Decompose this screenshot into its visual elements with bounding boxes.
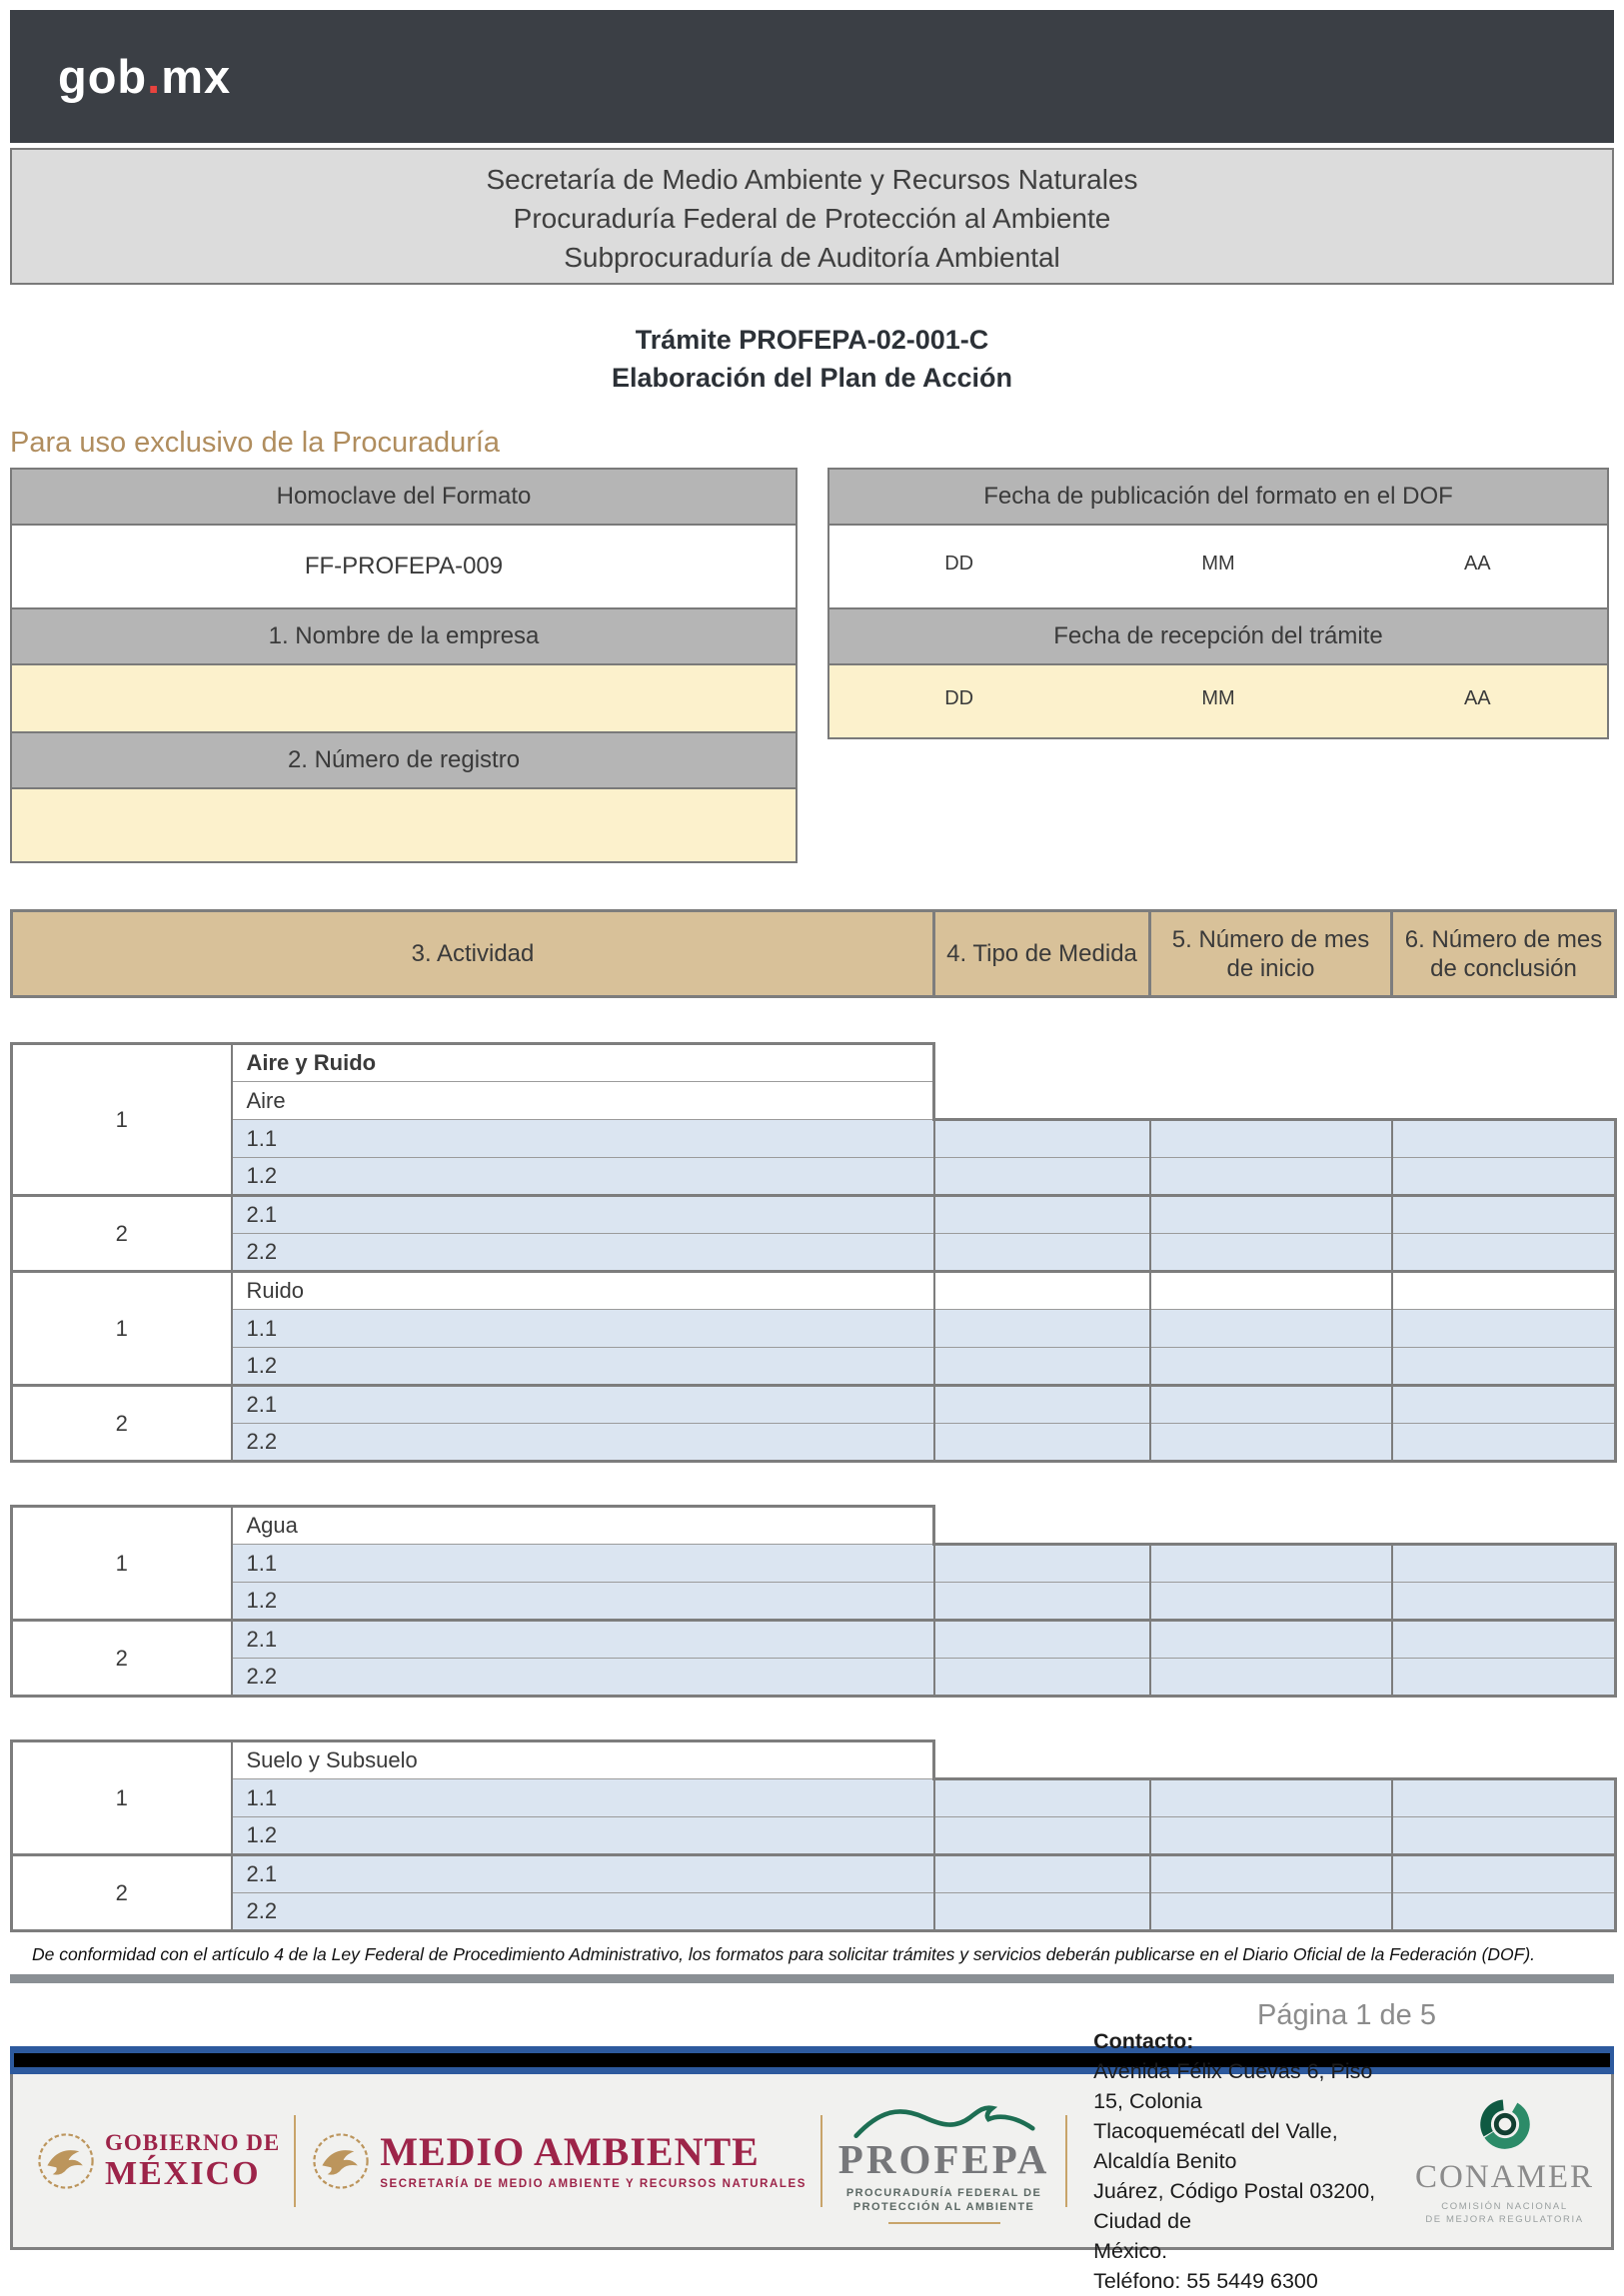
row-group-number: 2 <box>12 1621 232 1697</box>
activity-item-cell: 2.2 <box>232 1893 934 1931</box>
tipo-medida-cell <box>934 1196 1150 1234</box>
row-group-number: 1 <box>12 1272 232 1386</box>
mes-inicio-cell <box>1150 1817 1392 1855</box>
conamer-wordmark: CONAMER <box>1414 2159 1595 2195</box>
date-label-aa: AA <box>1463 552 1491 574</box>
activity-item-cell: 2.2 <box>232 1424 934 1462</box>
empty-region <box>934 1044 1616 1082</box>
tipo-medida-cell <box>934 1424 1150 1462</box>
contact-line: Juárez, Código Postal 03200, Ciudad de <box>1093 2178 1376 2233</box>
tipo-medida-cell <box>934 1659 1150 1697</box>
contact-label: Contacto: <box>1093 2028 1194 2053</box>
activity-item-cell: 1.1 <box>232 1779 934 1817</box>
mes-inicio-cell <box>1150 1310 1392 1348</box>
activity-section-label: Ruido <box>232 1272 934 1310</box>
conamer-subtitle <box>1425 2200 1583 2226</box>
tipo-medida-cell <box>934 1234 1150 1272</box>
footer-divider <box>294 2115 296 2207</box>
gobierno-de-mexico-wordmark <box>105 2131 280 2191</box>
eagle-crest-icon <box>35 2130 97 2192</box>
profepa-subtitle <box>846 2186 1041 2214</box>
gobmx-header-bar <box>10 10 1614 143</box>
mes-conclusion-cell <box>1392 1234 1616 1272</box>
mes-inicio-cell <box>1150 1893 1392 1931</box>
medio-ambiente-subtitle: SECRETARÍA DE MEDIO AMBIENTE Y RECURSOS NATURALES <box>380 2177 808 2190</box>
registro-field <box>11 788 797 862</box>
contact-line: Avenida Félix Cuevas 6, Piso 15, Colonia <box>1093 2058 1373 2113</box>
eagle-crest-icon <box>310 2130 372 2192</box>
mes-inicio-cell <box>1150 1386 1392 1424</box>
tipo-medida-cell <box>934 1158 1150 1196</box>
date-label-mm: MM <box>1201 686 1235 709</box>
mes-inicio-cell <box>1150 1621 1392 1659</box>
contact-line: Tlacoquemécatl del Valle, Alcaldía Benito <box>1093 2118 1338 2173</box>
profepa-logo <box>836 2097 1051 2224</box>
tipo-medida-cell <box>934 1386 1150 1424</box>
legal-note: De conformidad con el artículo 4 de la Ley Federal de Procedimiento Administrativo, los formatos para solicitar trámites y servicios deberán publicarse en el Diario Oficial de la Federación (DOF). <box>32 1944 1536 1964</box>
activity-item-cell: 2.1 <box>232 1855 934 1893</box>
empresa-field <box>11 664 797 732</box>
empty-region <box>934 1082 1616 1120</box>
page-number: Página 1 de 5 <box>1257 1999 1436 2031</box>
profepa-subtitle-line1: PROCURADURÍA FEDERAL DE <box>845 2187 1042 2199</box>
activity-item-cell: 1.1 <box>232 1120 934 1158</box>
mes-conclusion-cell <box>1392 1659 1616 1697</box>
mes-inicio-cell <box>1150 1158 1392 1196</box>
mes-conclusion-cell <box>1392 1424 1616 1462</box>
tipo-medida-cell <box>934 1583 1150 1621</box>
date-label-dd: DD <box>944 686 974 709</box>
mes-conclusion-cell <box>1392 1545 1616 1583</box>
activity-item-cell: 1.2 <box>232 1348 934 1386</box>
footer-divider <box>820 2115 822 2207</box>
medio-ambiente-title: MEDIO AMBIENTE <box>380 2128 760 2174</box>
gobmx-logo-gob: gob <box>58 50 148 103</box>
activity-item-cell: 1.1 <box>232 1545 934 1583</box>
activity-section-label: Aire <box>232 1082 934 1120</box>
mes-conclusion-cell <box>1392 1310 1616 1348</box>
conamer-subtitle-line2: DE MEJORA REGULATORIA <box>1425 2214 1584 2225</box>
date-label-mm: MM <box>1201 552 1235 574</box>
dof-date-field <box>828 525 1608 608</box>
document-title-line2: Elaboración del Plan de Acción <box>611 363 1013 393</box>
recepcion-date-field <box>828 664 1608 738</box>
activity-section-label: Suelo y Subsuelo <box>232 1741 934 1779</box>
profepa-subtitle-line2: PROTECCIÓN AL AMBIENTE <box>852 2201 1035 2213</box>
gobierno-line1: GOBIERNO DE <box>105 2129 281 2155</box>
footer-divider <box>1065 2115 1067 2207</box>
activity-item-cell: 1.2 <box>232 1817 934 1855</box>
tipo-medida-cell <box>934 1310 1150 1348</box>
mes-inicio-cell <box>1150 1545 1392 1583</box>
medio-ambiente-logo <box>310 2130 807 2192</box>
mes-inicio-cell <box>1150 1120 1392 1158</box>
mes-conclusion-cell <box>1392 1158 1616 1196</box>
profepa-wordmark: PROFEPA <box>837 2136 1050 2182</box>
homoclave-table <box>10 468 798 863</box>
agency-line-subprocuraduria: Subprocuraduría de Auditoría Ambiental <box>564 242 1060 273</box>
activity-item-cell: 1.1 <box>232 1310 934 1348</box>
footer-body <box>10 2028 1614 2293</box>
tipo-medida-cell <box>934 1272 1150 1310</box>
date-label-aa: AA <box>1463 686 1491 709</box>
date-label-dd: DD <box>944 552 974 574</box>
col-header-mes-inicio: 5. Número de mes de inicio <box>1150 911 1392 997</box>
activity-header-row <box>10 909 1617 998</box>
mes-conclusion-cell <box>1392 1855 1616 1893</box>
mes-conclusion-cell <box>1392 1893 1616 1931</box>
activity-item-cell: 2.2 <box>232 1659 934 1697</box>
mes-conclusion-cell <box>1392 1621 1616 1659</box>
mes-conclusion-cell <box>1392 1386 1616 1424</box>
dof-header: Fecha de publicación del formato en el DOF <box>828 469 1608 525</box>
activity-blocks <box>10 1042 1614 1932</box>
gobmx-logo <box>58 49 231 104</box>
agency-header-box <box>10 148 1614 285</box>
mes-inicio-cell <box>1150 1348 1392 1386</box>
mes-inicio-cell <box>1150 1196 1392 1234</box>
mes-conclusion-cell <box>1392 1272 1616 1310</box>
activity-block <box>10 1042 1617 1463</box>
conamer-swirl-icon <box>1474 2095 1536 2157</box>
tipo-medida-cell <box>934 1893 1150 1931</box>
conamer-logo <box>1412 2095 1597 2226</box>
recepcion-header: Fecha de recepción del trámite <box>828 608 1608 664</box>
col-header-actividad: 3. Actividad <box>12 911 934 997</box>
contact-line: México. <box>1093 2238 1168 2263</box>
mes-conclusion-cell <box>1392 1817 1616 1855</box>
activity-item-cell: 2.1 <box>232 1386 934 1424</box>
contact-block <box>1081 2026 1398 2296</box>
mes-conclusion-cell <box>1392 1348 1616 1386</box>
tipo-medida-cell <box>934 1621 1150 1659</box>
tipo-medida-cell <box>934 1817 1150 1855</box>
profepa-gold-rule <box>888 2222 1000 2224</box>
activity-item-cell: 1.2 <box>232 1583 934 1621</box>
homoclave-value: FF-PROFEPA-009 <box>11 525 797 608</box>
activity-item-cell: 2.1 <box>232 1196 934 1234</box>
activity-item-cell: 2.2 <box>232 1234 934 1272</box>
mes-inicio-cell <box>1150 1779 1392 1817</box>
page-footer <box>10 2028 1614 2293</box>
mes-inicio-cell <box>1150 1855 1392 1893</box>
medio-ambiente-wordmark <box>380 2128 808 2190</box>
contact-phone: Teléfono: 55 5449 6300 <box>1093 2268 1318 2293</box>
activity-block <box>10 1739 1617 1932</box>
mes-conclusion-cell <box>1392 1120 1616 1158</box>
mes-conclusion-cell <box>1392 1583 1616 1621</box>
activity-item-cell: 2.1 <box>232 1621 934 1659</box>
col-header-tipo-medida: 4. Tipo de Medida <box>934 911 1150 997</box>
mes-inicio-cell <box>1150 1234 1392 1272</box>
gobierno-line2: MÉXICO <box>105 2154 261 2192</box>
tipo-medida-cell <box>934 1120 1150 1158</box>
mes-conclusion-cell <box>1392 1779 1616 1817</box>
document-title-line1: Trámite PROFEPA-02-001-C <box>635 325 989 355</box>
activity-block <box>10 1505 1617 1698</box>
mes-inicio-cell <box>1150 1659 1392 1697</box>
row-group-number: 1 <box>12 1507 232 1621</box>
empresa-header: 1. Nombre de la empresa <box>11 608 797 664</box>
agency-line-secretaria: Secretaría de Medio Ambiente y Recursos Naturales <box>486 164 1138 195</box>
document-title <box>10 321 1614 397</box>
meta-tables <box>10 468 1614 863</box>
bottom-rule <box>10 1974 1614 1983</box>
homoclave-header: Homoclave del Formato <box>11 469 797 525</box>
tipo-medida-cell <box>934 1855 1150 1893</box>
mes-inicio-cell <box>1150 1583 1392 1621</box>
conamer-subtitle-line1: COMISIÓN NACIONAL <box>1441 2201 1568 2212</box>
activity-section-label: Agua <box>232 1507 934 1545</box>
activity-item-cell: 1.2 <box>232 1158 934 1196</box>
empty-region <box>934 1507 1616 1545</box>
row-group-number: 1 <box>12 1741 232 1855</box>
tipo-medida-cell <box>934 1779 1150 1817</box>
mes-conclusion-cell <box>1392 1196 1616 1234</box>
registro-header: 2. Número de registro <box>11 732 797 788</box>
recepcion-date-labels <box>829 687 1607 716</box>
col-header-mes-conclusion: 6. Número de mes de conclusión <box>1392 911 1616 997</box>
fechas-table <box>827 468 1609 739</box>
exclusive-use-label: Para uso exclusivo de la Procuraduría <box>10 427 501 459</box>
mes-inicio-cell <box>1150 1424 1392 1462</box>
gobierno-de-mexico-logo <box>35 2130 280 2192</box>
gobmx-logo-mx: mx <box>161 50 232 103</box>
row-group-number: 2 <box>12 1386 232 1462</box>
gobmx-logo-dot: . <box>147 50 162 103</box>
dof-date-labels <box>829 553 1607 581</box>
empty-region <box>934 1741 1616 1779</box>
mes-inicio-cell <box>1150 1272 1392 1310</box>
row-group-number: 1 <box>12 1044 232 1196</box>
tipo-medida-cell <box>934 1348 1150 1386</box>
agency-line-procuraduria: Procuraduría Federal de Protección al Ambiente <box>513 203 1111 234</box>
tipo-medida-cell <box>934 1545 1150 1583</box>
activity-section-label: Aire y Ruido <box>232 1044 934 1082</box>
row-group-number: 2 <box>12 1855 232 1931</box>
row-group-number: 2 <box>12 1196 232 1272</box>
